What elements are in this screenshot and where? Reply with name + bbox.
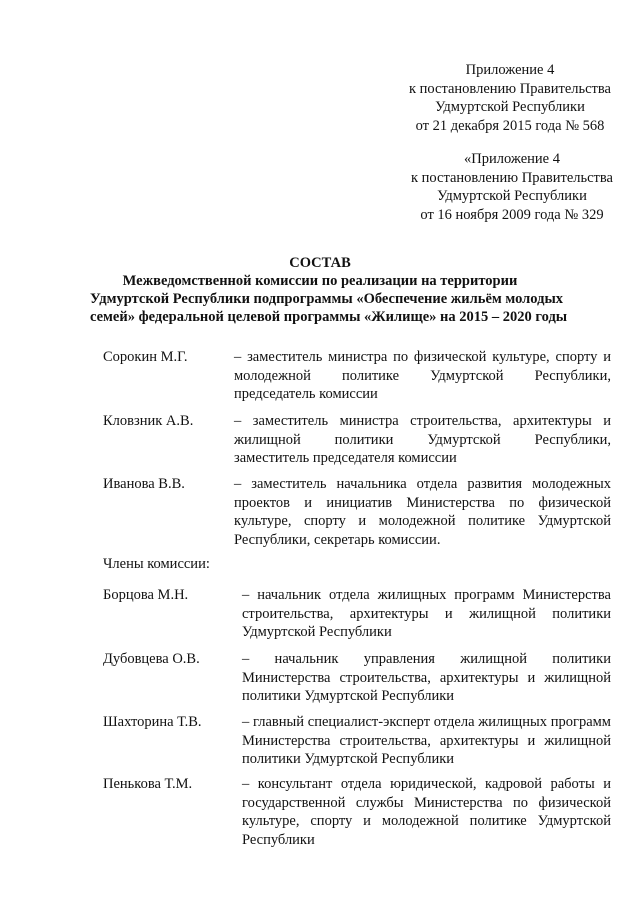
role-line: заместитель председателя комиссии: [234, 450, 457, 466]
member-name: Кловзник А.В.: [103, 413, 194, 429]
member-name: Борцова М.Н.: [103, 587, 189, 603]
subtitle-line: Межведомственной комиссии по реализации на территории: [122, 273, 518, 289]
annex-line: Удмуртской Республики: [437, 188, 587, 204]
subtitle-line: семей» федеральной целевой программы «Жилище» на 2015 – 2020 годы: [90, 309, 568, 325]
role-line: – консультант отдела юридической, кадровой работы и: [242, 776, 611, 792]
role-line: проектов и инициатив Министерства по физической: [234, 494, 611, 511]
role-line: – главный специалист-эксперт отдела жилищных программ: [242, 714, 611, 730]
document-heading: СОСТАВ: [289, 255, 351, 271]
member-name: Сорокин М.Г.: [103, 349, 188, 365]
annex-reference-original: [362, 150, 640, 224]
member-role: [242, 713, 611, 769]
annex-line: к постановлению Правительства: [409, 80, 611, 97]
annex-line: «Приложение 4: [464, 151, 560, 167]
annex-line: к постановлению Правительства: [411, 169, 613, 186]
annex-line: Приложение 4: [465, 62, 555, 78]
member-name: Иванова В.В.: [103, 476, 185, 492]
member-role: [242, 586, 611, 642]
document-subtitle: [90, 272, 568, 326]
role-line: политики Удмуртской Республики: [242, 751, 455, 767]
role-line: культуре, спорту и молодежной политике Удмуртской: [234, 513, 611, 529]
annex-line: от 21 декабря 2015 года № 568: [415, 117, 605, 134]
member-role: [234, 475, 611, 549]
member-role: [234, 412, 611, 468]
annex-line: Удмуртской Республики: [435, 99, 585, 115]
subtitle-line: Удмуртской Республики подпрограммы «Обеспечение жильём молодых: [90, 291, 564, 307]
member-role: [242, 775, 611, 849]
annex-line: от 16 ноября 2009 года № 329: [420, 206, 604, 223]
role-line: жилищной политики Удмуртской Республики,: [234, 431, 611, 448]
member-role: [242, 650, 611, 706]
member-name: Шахторина Т.В.: [103, 714, 202, 730]
role-line: Республики: [242, 831, 315, 848]
role-line: – начальник отдела жилищных программ Министерства: [242, 587, 611, 603]
role-line: политики Удмуртской Республики: [242, 688, 455, 704]
role-line: – заместитель министра по физической культуре, спорту и: [234, 349, 611, 365]
member-name: Пенькова Т.М.: [103, 776, 193, 792]
members-section-label: Члены комиссии:: [103, 556, 210, 572]
role-line: Министерства строительства, архитектуры и жилищной: [242, 732, 611, 749]
role-line: – начальник управления жилищной политики: [242, 651, 611, 667]
role-line: культуре, спорту и молодежной политике Удмуртской: [242, 813, 611, 829]
member-name: Дубовцева О.В.: [103, 651, 200, 667]
member-role: [234, 348, 611, 404]
role-line: председатель комиссии: [234, 386, 378, 402]
role-line: – заместитель начальника отдела развития молодежных: [234, 476, 611, 492]
role-line: Республики, секретарь комиссии.: [234, 531, 441, 548]
role-line: государственной службы Министерства по физической: [242, 794, 611, 811]
role-line: молодежной политике Удмуртской Республики,: [234, 367, 611, 384]
role-line: строительства, архитектуры и жилищной политики: [242, 605, 611, 622]
role-line: Удмуртской Республики: [242, 624, 392, 640]
annex-reference-current: [360, 61, 640, 135]
role-line: Министерства строительства, архитектуры и жилищной: [242, 669, 611, 686]
role-line: – заместитель министра строительства, архитектуры и: [234, 413, 611, 429]
